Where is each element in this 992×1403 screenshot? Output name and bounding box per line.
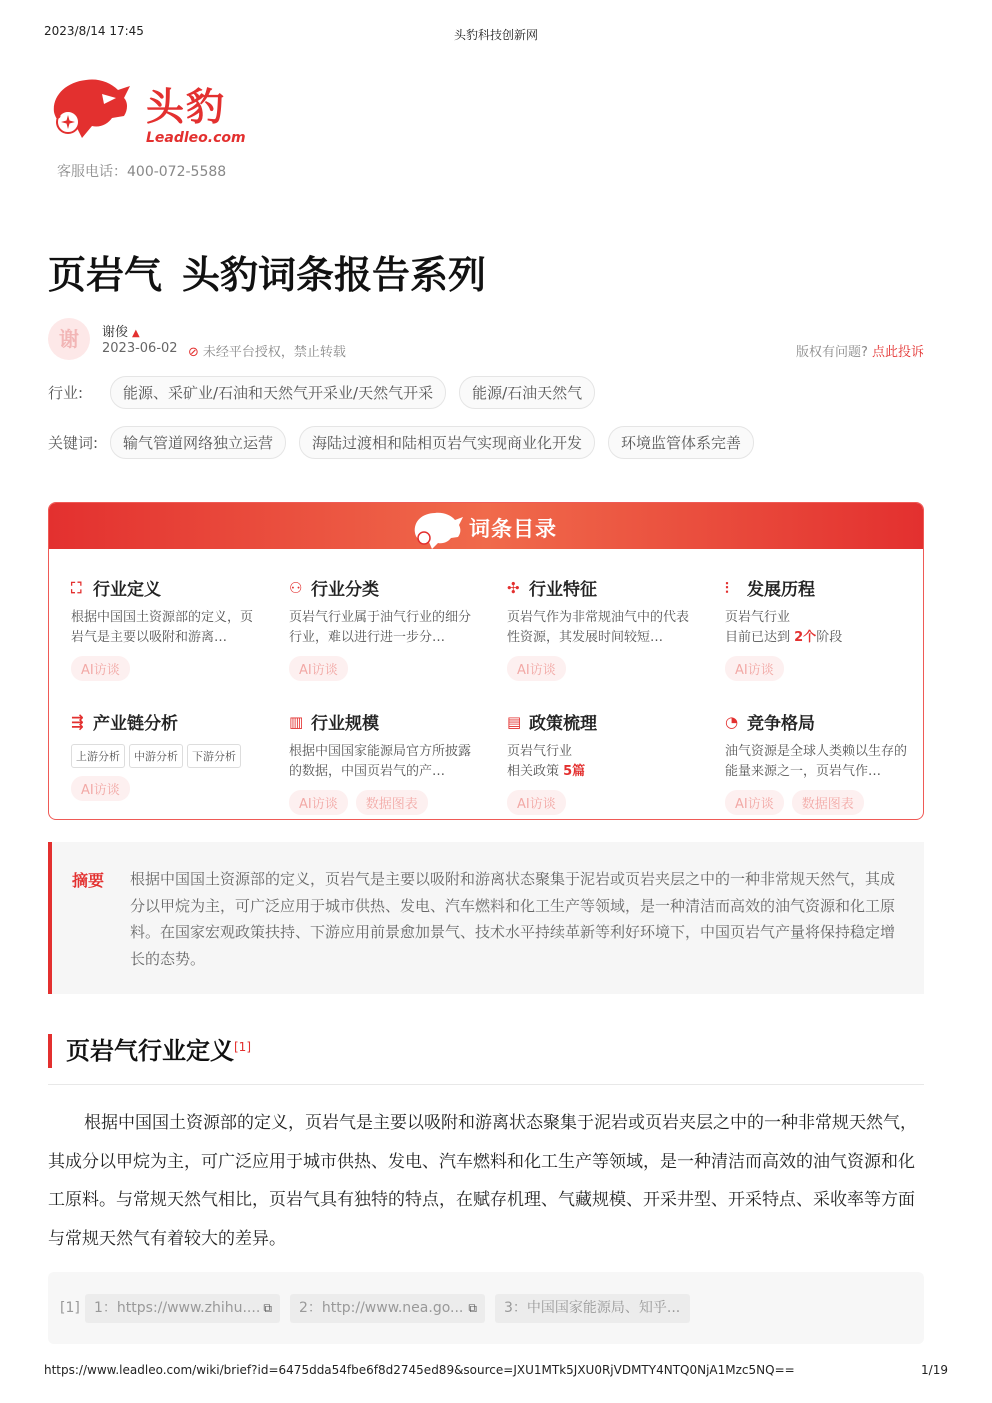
- section-title: [48, 1034, 251, 1068]
- bar-chart-icon: ▥: [289, 712, 304, 731]
- complaint-link[interactable]: 点此投诉: [871, 345, 924, 360]
- ban-icon: ⊘: [188, 345, 199, 360]
- ref-index: [1]: [60, 1300, 80, 1316]
- toc-item-definition[interactable]: [71, 575, 261, 681]
- toc-desc-line: 页岩气行业: [507, 744, 573, 759]
- ai-interview-button[interactable]: AI访谈: [725, 656, 784, 681]
- toc-item-scale[interactable]: [289, 709, 479, 815]
- toc-item-title: 产业链分析: [93, 714, 178, 734]
- industry-label: 行业:: [48, 383, 84, 402]
- no-repost-text: 未经平台授权，禁止转载: [202, 345, 346, 360]
- toc-item-title: 政策梳理: [529, 714, 597, 734]
- ai-interview-button[interactable]: AI访谈: [289, 790, 348, 815]
- publish-date: 2023-06-02: [102, 341, 178, 356]
- section-title-text: 页岩气行业定义: [66, 1037, 234, 1065]
- toc-item-desc: 根据中国国土资源部的定义，页岩气是主要以吸附和游离…: [71, 610, 254, 645]
- upstream-chip[interactable]: 上游分析: [71, 744, 125, 768]
- ai-interview-button[interactable]: AI访谈: [725, 790, 784, 815]
- ref-mark[interactable]: [1]: [234, 1040, 251, 1054]
- section-divider: [48, 1084, 924, 1085]
- toc-item-title: 发展历程: [747, 580, 815, 600]
- toc-item-policy[interactable]: [507, 709, 697, 815]
- reference-link[interactable]: [495, 1294, 690, 1323]
- avatar[interactable]: 谢: [48, 318, 90, 360]
- keywords-label: 关键词:: [48, 433, 99, 452]
- keyword-tag[interactable]: 输气管道网络独立运营: [110, 426, 286, 459]
- reference-text: 1：https://www.zhihu....: [94, 1300, 261, 1316]
- toc-item-features[interactable]: [507, 575, 697, 681]
- toc-desc-post: 阶段: [816, 630, 843, 645]
- leopard-logo-icon: [46, 72, 136, 142]
- print-footer: [44, 1363, 948, 1377]
- ai-interview-button[interactable]: AI访谈: [507, 656, 566, 681]
- puzzle-icon: ✣: [507, 578, 520, 597]
- ai-interview-button[interactable]: AI访谈: [71, 656, 130, 681]
- reference-text: 3：中国国家能源局、知乎...: [504, 1300, 681, 1316]
- author-row: [48, 318, 924, 362]
- data-chart-button[interactable]: 数据图表: [792, 790, 864, 815]
- downstream-chip[interactable]: 下游分析: [187, 744, 241, 768]
- policy-count: 5篇: [563, 764, 586, 779]
- toc-item-desc: [507, 742, 697, 782]
- industry-tag[interactable]: 能源/石油天然气: [459, 376, 595, 409]
- toc-item-title: 竞争格局: [747, 714, 815, 734]
- toc-desc-pre: 相关政策: [507, 764, 564, 779]
- copyright-notice: [796, 341, 924, 360]
- timeline-icon: ⫶: [725, 578, 729, 597]
- toc-item-desc: 根据中国国家能源局官方所披露的数据，中国页岩气的产…: [289, 744, 472, 779]
- copyright-question: 版权有问题?: [795, 345, 868, 360]
- summary-box: [48, 842, 924, 994]
- hierarchy-icon: ⚇: [289, 578, 303, 597]
- author-name-text: 谢俊: [102, 325, 129, 340]
- toc-title: 词条目录: [469, 517, 557, 541]
- summary-text: 根据中国国土资源部的定义，页岩气是主要以吸附和游离状态聚集于泥岩或页岩夹层之中的一种非常规天然气，其成分以甲烷为主，可广泛应用于城市供热、发电、汽车燃料和化工生产等领域，是一种清洁而高效的油气资源和化工原料。在国家宏观政策扶持、下游应用前景愈加景气、技术水平持续革新等利好环境下，中国页岩气产量将保持稳定增长的态势。: [130, 870, 896, 968]
- reference-link[interactable]: [85, 1294, 280, 1323]
- keyword-tag[interactable]: 海陆过渡相和陆相页岩气实现商业化开发: [299, 426, 595, 459]
- external-link-icon: ⧉: [263, 1301, 272, 1315]
- toc-panel: [48, 502, 924, 820]
- toc-item-desc: [725, 608, 915, 648]
- no-repost-notice: [188, 341, 346, 360]
- chain-icon: ⇶: [71, 712, 84, 731]
- author-name[interactable]: [102, 321, 143, 340]
- pie-chart-icon: ◔: [725, 712, 739, 731]
- keyword-tag[interactable]: 环境监管体系完善: [608, 426, 754, 459]
- toc-desc-line: 页岩气行业: [725, 610, 791, 625]
- print-timestamp: 2023/8/14 17:45: [44, 24, 144, 38]
- toc-item-classification[interactable]: [289, 575, 479, 681]
- toc-item-title: 行业规模: [311, 714, 379, 734]
- references-box: [48, 1272, 924, 1344]
- print-site-title: 头豹科技创新网: [453, 28, 538, 42]
- keywords-row: [48, 426, 767, 458]
- section-body: 根据中国国土资源部的定义，页岩气是主要以吸附和游离状态聚集于泥岩或页岩夹层之中的一种非常规天然气，其成分以甲烷为主，可广泛应用于城市供热、发电、汽车燃料和化工生产等领域，是一种清洁而高效的油气资源和化工原料。与常规天然气相比，页岩气具有独特的特点，在赋存机理、气藏规模、开采井型、开采特点、采收率等方面与常规天然气有着较大的差异。: [48, 1113, 917, 1249]
- ai-interview-button[interactable]: AI访谈: [507, 790, 566, 815]
- verified-badge-icon: ▲: [132, 328, 140, 339]
- title-main: 页岩气: [48, 253, 163, 297]
- logo-brand: 头豹: [146, 85, 227, 129]
- toc-item-desc: 页岩气行业属于油气行业的细分行业，难以进行进一步分…: [289, 610, 472, 645]
- data-chart-button[interactable]: 数据图表: [356, 790, 428, 815]
- toc-item-desc: 页岩气作为非常规油气中的代表性资源，其发展时间较短…: [507, 610, 690, 645]
- title-series: 头豹词条报告系列: [182, 253, 487, 297]
- toc-item-title: 行业特征: [529, 580, 597, 600]
- toc-header: [49, 503, 923, 549]
- reference-link[interactable]: [290, 1294, 485, 1323]
- service-phone: 客服电话：400-072-5588: [57, 164, 227, 180]
- ai-interview-button[interactable]: AI访谈: [71, 776, 130, 801]
- toc-desc-pre: 目前已达到: [725, 630, 795, 645]
- midstream-chip[interactable]: 中游分析: [129, 744, 183, 768]
- print-url: https://www.leadleo.com/wiki/brief?id=6475dda54fbe6f8d2745ed89&source=JXU1MTk5JXU0RjVDMTY4NTQ0NjA1Mzc5NQ==: [44, 1363, 795, 1377]
- ai-interview-button[interactable]: AI访谈: [289, 656, 348, 681]
- leopard-icon: [409, 507, 465, 549]
- logo-brand-en: Leadleo.com: [146, 130, 246, 146]
- page-title: [48, 244, 486, 299]
- toc-item-desc: 油气资源是全球人类赖以生存的能量来源之一，页岩气作…: [725, 744, 908, 779]
- stage-count: 2个: [794, 630, 817, 645]
- toc-item-title: 行业定义: [93, 580, 161, 600]
- toc-item-chain[interactable]: [71, 709, 261, 801]
- print-header: [44, 24, 948, 42]
- document-icon: ▤: [507, 712, 522, 731]
- summary-label: 摘要: [72, 871, 105, 890]
- toc-item-competition[interactable]: [725, 709, 915, 815]
- reference-text: 2：http://www.nea.go...: [299, 1300, 464, 1316]
- page-number: 1/19: [921, 1363, 948, 1377]
- definition-icon: ⛶: [71, 578, 82, 597]
- toc-item-history[interactable]: [725, 575, 915, 681]
- toc-item-title: 行业分类: [311, 580, 379, 600]
- leadleo-logo[interactable]: [46, 72, 246, 152]
- industry-row: [48, 376, 608, 408]
- external-link-icon: ⧉: [468, 1301, 477, 1315]
- industry-tag[interactable]: 能源、采矿业/石油和天然气开采业/天然气开采: [110, 376, 446, 409]
